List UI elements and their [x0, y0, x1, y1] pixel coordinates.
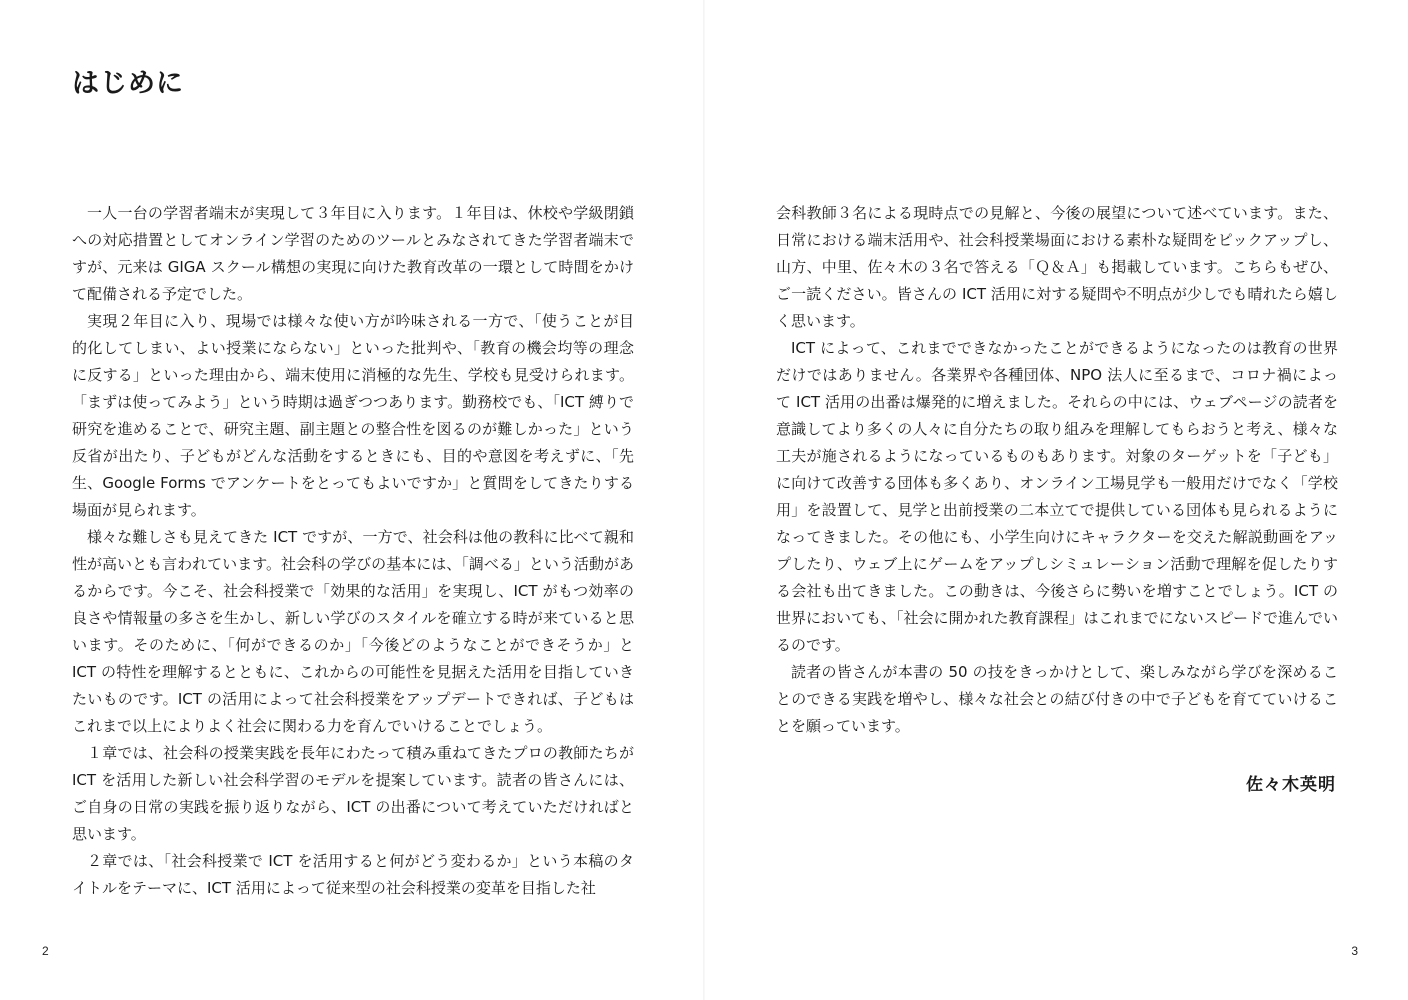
author-signature: 佐々木英明 — [1246, 775, 1336, 795]
right-body-text — [776, 200, 1338, 740]
paragraph: ICT によって、これまでできなかったことができるようになったのは教育の世界だけではありません。各業界や各種団体、NPO 法人に至るまで、コロナ禍によって ICT 活用の出番は爆発的に増えました。それらの中には、ウェブページの読者を意識してより多くの人々に自分たちの取り組みを理解してもらおうと考え、様々な工夫が施されるようになっているものもあります。対象のターゲットを「子ども」に向けて改善する団体も多くあり、オンライン工場見学も一般用だけでなく「学校用」を設置して、見学と出前授業の二本立てで提供している団体も見られるようになってきました。その他にも、小学生向けにキャラクターを交えた解説動画をアップしたり、ウェブ上にゲームをアップしシミュレーション活動で理解を促したりする会社も出てきました。この動きは、今後さらに勢いを増すことでしょう。ICT の世界においても、「社会に開かれた教育課程」はこれまでにないスピードで進んでいるのです。 — [776, 339, 1338, 654]
paragraph: 読者の皆さんが本書の 50 の技をきっかけとして、楽しみながら学びを深めることのできる実践を増やし、様々な社会との結び付きの中で子どもを育てていけることを願っています。 — [776, 663, 1338, 735]
paragraph: ２章では、「社会科授業で ICT を活用すると何がどう変わるか」という本稿のタイトルをテーマに、ICT 活用によって従来型の社会科授業の変革を目指した社 — [72, 852, 634, 897]
page-number: 3 — [1351, 944, 1358, 958]
paragraph: １章では、社会科の授業実践を長年にわたって積み重ねてきたプロの教師たちが ICT を活用した新しい社会科学習のモデルを提案しています。読者の皆さんには、ご自身の日常の実践を振り返りながら、ICT の出番について考えていただければと思います。 — [72, 744, 634, 843]
paragraph: 一人一台の学習者端末が実現して３年目に入ります。１年目は、休校や学級閉鎖への対応措置としてオンライン学習のためのツールとみなされてきた学習者端末ですが、元来は GIGA スクール構想の実現に向けた教育改革の一環として時間をかけて配備される予定でした。 — [72, 204, 634, 303]
page-number: 2 — [42, 944, 49, 958]
page-title: はじめに — [72, 68, 184, 99]
right-page — [704, 0, 1408, 1000]
paragraph: 様々な難しさも見えてきた ICT ですが、一方で、社会科は他の教科に比べて親和性が高いとも言われています。社会科の学びの基本には、「調べる」という活動があるからです。今こそ、社会科授業で「効果的な活用」を実現し、ICT がもつ効率の良さや情報量の多さを生かし、新しい学びのスタイルを確立する時が来ていると思います。そのために、「何ができるのか」「今後どのようなことができそうか」と ICT の特性を理解するとともに、これからの可能性を見据えた活用を目指していきたいものです。ICT の活用によって社会科授業をアップデートできれば、子どもはこれまで以上によりよく社会に関わる力を育んでいけることでしょう。 — [72, 528, 634, 735]
left-body-text — [72, 200, 634, 902]
continued-paragraph: 会科教師３名による現時点での見解と、今後の展望について述べています。また、日常における端末活用や、社会科授業場面における素朴な疑問をピックアップし、山方、中里、佐々木の３名で答える「Ｑ＆Ａ」も掲載しています。こちらもぜひ、ご一読ください。皆さんの ICT 活用に対する疑問や不明点が少しでも晴れたら嬉しく思います。 — [776, 204, 1338, 330]
paragraph: 実現２年目に入り、現場では様々な使い方が吟味される一方で、「使うことが目的化してしまい、よい授業にならない」といった批判や、「教育の機会均等の理念に反する」といった理由から、端末使用に消極的な先生、学校も見受けられます。「まずは使ってみよう」という時期は過ぎつつあります。勤務校でも、「ICT 縛りで研究を進めることで、研究主題、副主題との整合性を図るのが難しかった」という反省が出たり、子どもがどんな活動をするときにも、目的や意図を考えずに、「先生、Google Forms でアンケートをとってもよいですか」と質問をしてきたりする場面が見られます。 — [72, 312, 634, 519]
